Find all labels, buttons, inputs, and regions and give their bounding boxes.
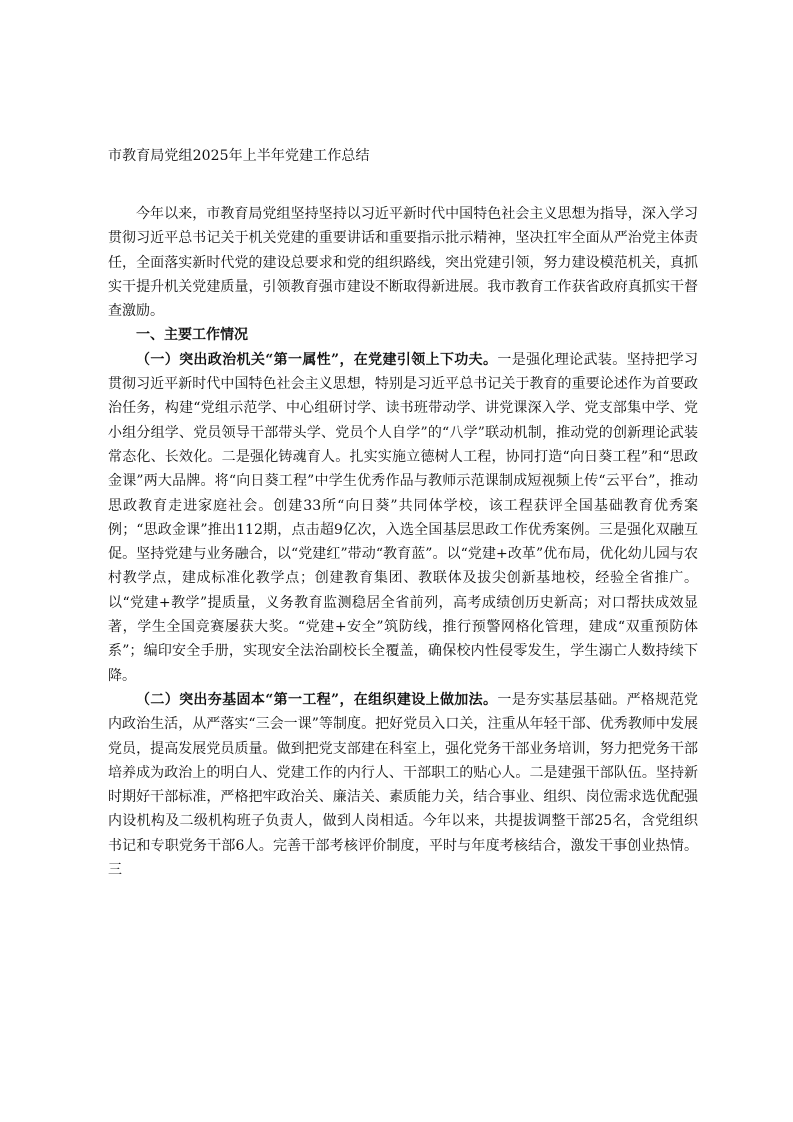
section-paragraph-political xyxy=(108,348,698,688)
subsection-body-organization: 一是夯实基层基础。严格规范党内政治生活，从严落实“三会一课”等制度。把好党员入口关，注重从年轻干部、优秀教师中发展党员，提高发展党员质量。做到把党支部建在科室上，强化党务干部业务培训，努力把党务干部培养成为政治上的明白人、党建工作的内行人、干部职工的贴心人。二是建强干部队伍。坚持新时期好干部标准，严格把牢政治关、廉洁关、素质能力关，结合事业、组织、岗位需求选优配强内设机构及二级机构班子负责人，做到人岗相适。今年以来，共提拔调整干部25名，含党组织书记和专职党务干部6人。完善干部考核评价制度，平时与年度考核结合，激发干事创业热情。三 xyxy=(108,691,699,879)
section-heading-main-work: 一、主要工作情况 xyxy=(136,327,248,344)
intro-paragraph: 今年以来，市教育局党组坚持坚持以习近平新时代中国特色社会主义思想为指导，深入学习贯彻习近平总书记关于机关党建的重要讲话和重要指示批示精神，坚决扛牢全面从严治党主体责任，全面落实新时代党的建设总要求和党的组织路线，突出党建引领，努力建设模范机关，真抓实干提升机关党建质量，引领教育强市建设不断取得新进展。我市教育工作获省政府真抓实干督查激励。 xyxy=(108,206,698,320)
subsection-heading-organization: （二）突出夯基固本“第一工程”，在组织建设上做加法。 xyxy=(136,691,498,708)
document-title: 市教育局党组2025年上半年党建工作总结 xyxy=(108,148,370,164)
subsection-body-political: 一是强化理论武装。坚持把学习贯彻习近平新时代中国特色社会主义思想，特别是习近平总书记关于教育的重要论述作为首要政治任务，构建“党组示范学、中心组研讨学、读书班带动学、讲党课深入学、党支部集中学、党小组分组学、党员领导干部带头学、党员个人自学”的“八学”联动机制，推动党的创新理论武装常态化、长效化。二是强化铸魂育人。扎实实施立德树人工程，协同打造“向日葵工程”和“思政金课”两大品牌。将“向日葵工程”中学生优秀作品与教师示范课制成短视频上传“云平台”，推动思政教育走进家庭社会。创建33所“向日葵”共同体学校，该工程获评全国基础教育优秀案例；“思政金课”推出112期，点击超9亿次，入选全国基层思政工作优秀案例。三是强化双融互促。坚持党建与业务融合，以“党建红”带动“教育蓝”。以“党建+改革”优布局，优化幼儿园与农村教学点，建成标准化教学点；创建教育集团、教联体及拔尖创新基地校，经验全省推广。以“党建+教学”提质量，义务教育监测稳居全省前列，高考成绩创历史新高；对口帮扶成效显著，学生全国竞赛屡获大奖。“党建+安全”筑防线，推行预警网格化管理，建成“双重预防体系”；编印安全手册，实现安全法治副校长全覆盖，确保校内性侵零发生，学生溺亡人数持续下降。 xyxy=(108,351,699,684)
subsection-heading-political: （一）突出政治机关“第一属性”，在党建引领上下功夫。 xyxy=(136,351,498,368)
section-paragraph-organization xyxy=(108,688,698,882)
document-body xyxy=(108,202,698,882)
